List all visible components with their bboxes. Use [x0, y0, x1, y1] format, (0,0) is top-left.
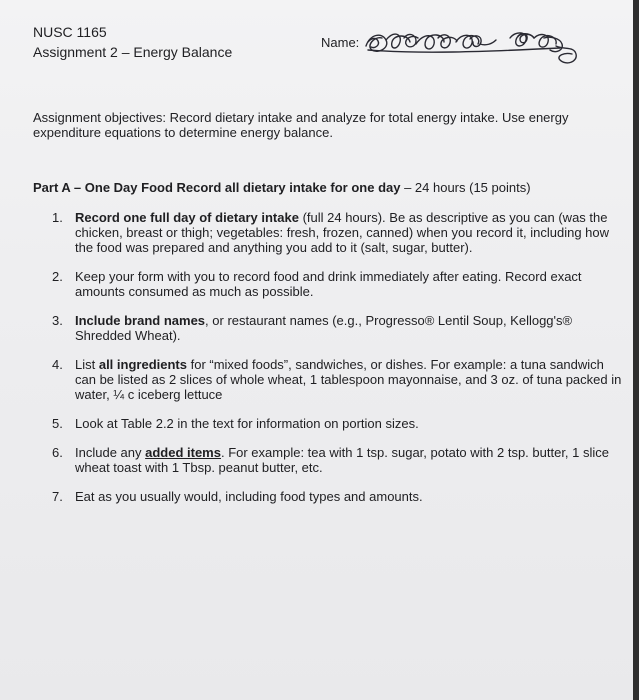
instruction-number: 7. — [52, 489, 63, 504]
instruction-number: 4. — [52, 357, 63, 372]
instruction-text: Keep your form with you to record food and drink immediately after eating. Record exact amounts consumed as much as possible. — [75, 269, 582, 299]
instruction-number: 3. — [52, 313, 63, 328]
instruction-item — [52, 489, 622, 504]
instruction-list — [52, 210, 622, 518]
instruction-item — [52, 445, 622, 475]
instruction-text: for “mixed foods”, sandwiches, or dishes. For example: a tuna sandwich can be listed as 2 slices of whole wheat, 1 tablespoon mayonnaise, and 3 oz. of tuna packed in water, ¼ c iceberg lettuce — [75, 357, 622, 402]
part-a-heading-bold: Part A – One Day Food Record all dietary intake for one day — [33, 180, 401, 195]
instruction-number: 6. — [52, 445, 63, 460]
instruction-underlined: added items — [145, 445, 221, 460]
instruction-item — [52, 357, 622, 402]
instruction-text: Eat as you usually would, including food types and amounts. — [75, 489, 423, 504]
assignment-objectives: Assignment objectives: Record dietary intake and analyze for total energy intake. Use energy expenditure equations to determine energy balance. — [33, 110, 569, 140]
course-code: NUSC 1165 — [33, 24, 107, 40]
instruction-text-before: Include any — [75, 445, 146, 460]
instruction-item — [52, 210, 622, 255]
instruction-text: . For example: tea with 1 tsp. sugar, potato with 2 tsp. butter, 1 slice wheat toast with 1 Tbsp. peanut butter, etc. — [75, 445, 610, 475]
instruction-number: 5. — [52, 416, 63, 431]
instruction-text: Look at Table 2.2 in the text for information on portion sizes. — [75, 416, 419, 431]
handwritten-signature — [360, 24, 585, 70]
name-label: Name: — [321, 35, 360, 50]
instruction-bold: Include brand names — [75, 313, 206, 328]
instruction-number: 2. — [52, 269, 63, 284]
instruction-item — [52, 313, 622, 343]
instruction-bold: all ingredients — [98, 357, 187, 372]
background-edge — [633, 0, 639, 700]
instruction-text: , or restaurant names (e.g., Progresso® Lentil Soup, Kellogg's® Shredded Wheat). — [75, 313, 573, 343]
instruction-text: (full 24 hours). Be as descriptive as you can (was the chicken, breast or thigh; vegetables: fresh, frozen, canned) when you record it, including how the food was prepared and anything you add to it (salt, sugar, butter). — [75, 210, 610, 255]
instruction-bold: Record one full day of dietary intake — [75, 210, 299, 225]
part-a-heading-rest: – 24 hours (15 points) — [400, 180, 531, 195]
instruction-item — [52, 269, 622, 299]
part-a-heading — [33, 180, 531, 196]
instruction-item — [52, 416, 622, 431]
instruction-number: 1. — [52, 210, 63, 225]
instruction-text-before: List — [75, 357, 99, 372]
assignment-title: Assignment 2 – Energy Balance — [33, 44, 233, 60]
